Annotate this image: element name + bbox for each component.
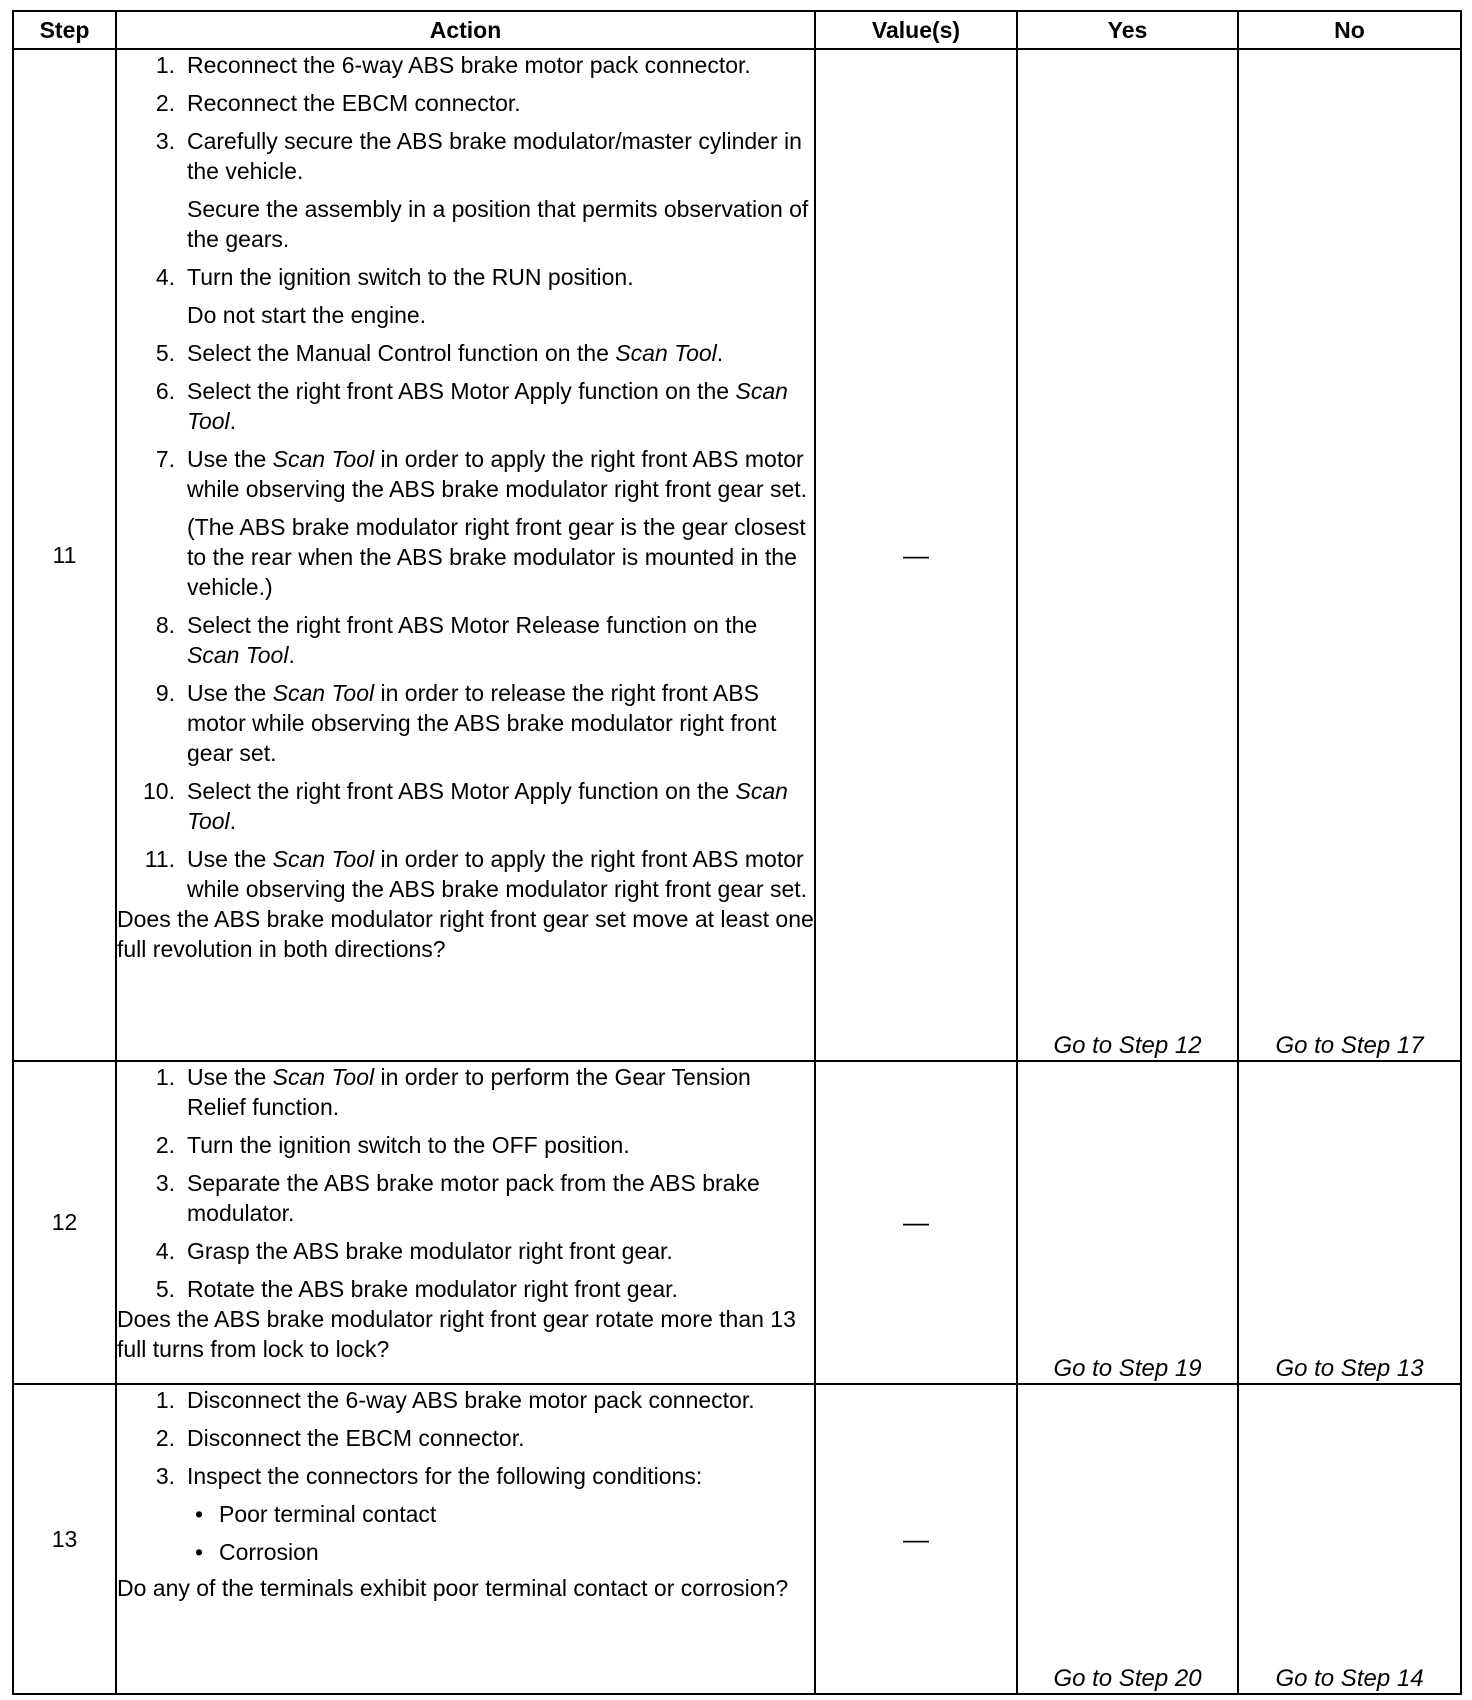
header-row: [13, 11, 1461, 49]
action-item: 3. Separate the ABS brake motor pack from the ABS brake modulator.: [155, 1170, 760, 1227]
table-row: [13, 49, 1461, 1061]
action-item: 5. Select the Manual Control function on the Scan Tool.: [155, 340, 724, 366]
diagnostic-table: [12, 10, 1462, 1695]
step-number: 12: [13, 1061, 116, 1384]
step-number: 11: [13, 49, 116, 1061]
action-item: 11. Use the Scan Tool in order to apply the right front ABS motor while observing the ABS brake modulator right front gear set.: [144, 846, 808, 902]
action-item: 10. Select the right front ABS Motor Apply function on the Scan Tool.: [143, 778, 788, 834]
header-value: Value(s): [815, 11, 1017, 49]
action-item: 2. Turn the ignition switch to the OFF position.: [155, 1132, 630, 1159]
action-item: 2. Disconnect the EBCM connector.: [155, 1425, 525, 1452]
action-item: 2. Reconnect the EBCM connector.: [155, 90, 521, 116]
action-item: 4. Grasp the ABS brake modulator right front gear.: [155, 1238, 673, 1265]
yes-link[interactable]: Go to Step 12: [1017, 49, 1238, 1061]
action-item: 1. Use the Scan Tool in order to perform the Gear Tension Relief function.: [155, 1064, 751, 1121]
action-item: 3. Carefully secure the ABS brake modulator/master cylinder in the vehicle. Secure the assembly in a position that permits observation of the gears.: [117, 126, 814, 254]
header-no: No: [1238, 11, 1461, 49]
action-item: 9. Use the Scan Tool in order to release the right front ABS motor while observing the ABS brake modulator right front gear set.: [155, 680, 777, 766]
header-action: Action: [116, 11, 815, 49]
action-item: 4. Turn the ignition switch to the RUN position. Do not start the engine.: [117, 262, 814, 330]
action-item: 7. Use the Scan Tool in order to apply the right front ABS motor while observing the ABS brake modulator right front gear set. (The ABS brake modulator right front gear is the gear closest to the rear when the ABS brake modulator is mounted in the vehicle.): [117, 444, 814, 602]
yes-link[interactable]: Go to Step 19: [1017, 1061, 1238, 1384]
action-cell: [116, 1061, 815, 1384]
action-item: 8. Select the right front ABS Motor Release function on the Scan Tool.: [155, 612, 758, 668]
no-link[interactable]: Go to Step 13: [1238, 1061, 1461, 1384]
action-cell: [116, 1384, 815, 1694]
action-item: 1. Disconnect the 6-way ABS brake motor pack connector.: [155, 1387, 755, 1414]
action-item: 1. Reconnect the 6-way ABS brake motor pack connector.: [155, 52, 751, 78]
value-cell: —: [815, 49, 1017, 1061]
yes-link[interactable]: Go to Step 20: [1017, 1384, 1238, 1694]
step-number: 13: [13, 1384, 116, 1694]
action-cell: [116, 49, 815, 1061]
table-row: [13, 1061, 1461, 1384]
no-link[interactable]: Go to Step 14: [1238, 1384, 1461, 1694]
value-cell: —: [815, 1061, 1017, 1384]
question-text: Do any of the terminals exhibit poor terminal contact or corrosion?: [117, 1575, 789, 1602]
question-text: Does the ABS brake modulator right front gear set move at least one full revolution in both directions?: [117, 906, 814, 962]
action-item: 5. Rotate the ABS brake modulator right front gear.: [155, 1276, 678, 1303]
no-link[interactable]: Go to Step 17: [1238, 49, 1461, 1061]
condition-item: • Poor terminal contact: [187, 1499, 814, 1529]
action-item: 3. Inspect the connectors for the following conditions: • Poor terminal contact • Corrosion: [117, 1461, 814, 1567]
condition-item: • Corrosion: [187, 1537, 814, 1567]
table-row: [13, 1384, 1461, 1694]
action-item: 6. Select the right front ABS Motor Apply function on the Scan Tool.: [155, 378, 788, 434]
action-note: (The ABS brake modulator right front gear is the gear closest to the rear when the ABS brake modulator is mounted in the vehicle.): [187, 514, 806, 600]
header-yes: Yes: [1017, 11, 1238, 49]
header-step: Step: [13, 11, 116, 49]
question-text: Does the ABS brake modulator right front gear rotate more than 13 full turns from lock to lock?: [117, 1306, 796, 1363]
action-note: Secure the assembly in a position that permits observation of the gears.: [187, 196, 809, 252]
action-note: Do not start the engine.: [187, 302, 427, 328]
value-cell: —: [815, 1384, 1017, 1694]
